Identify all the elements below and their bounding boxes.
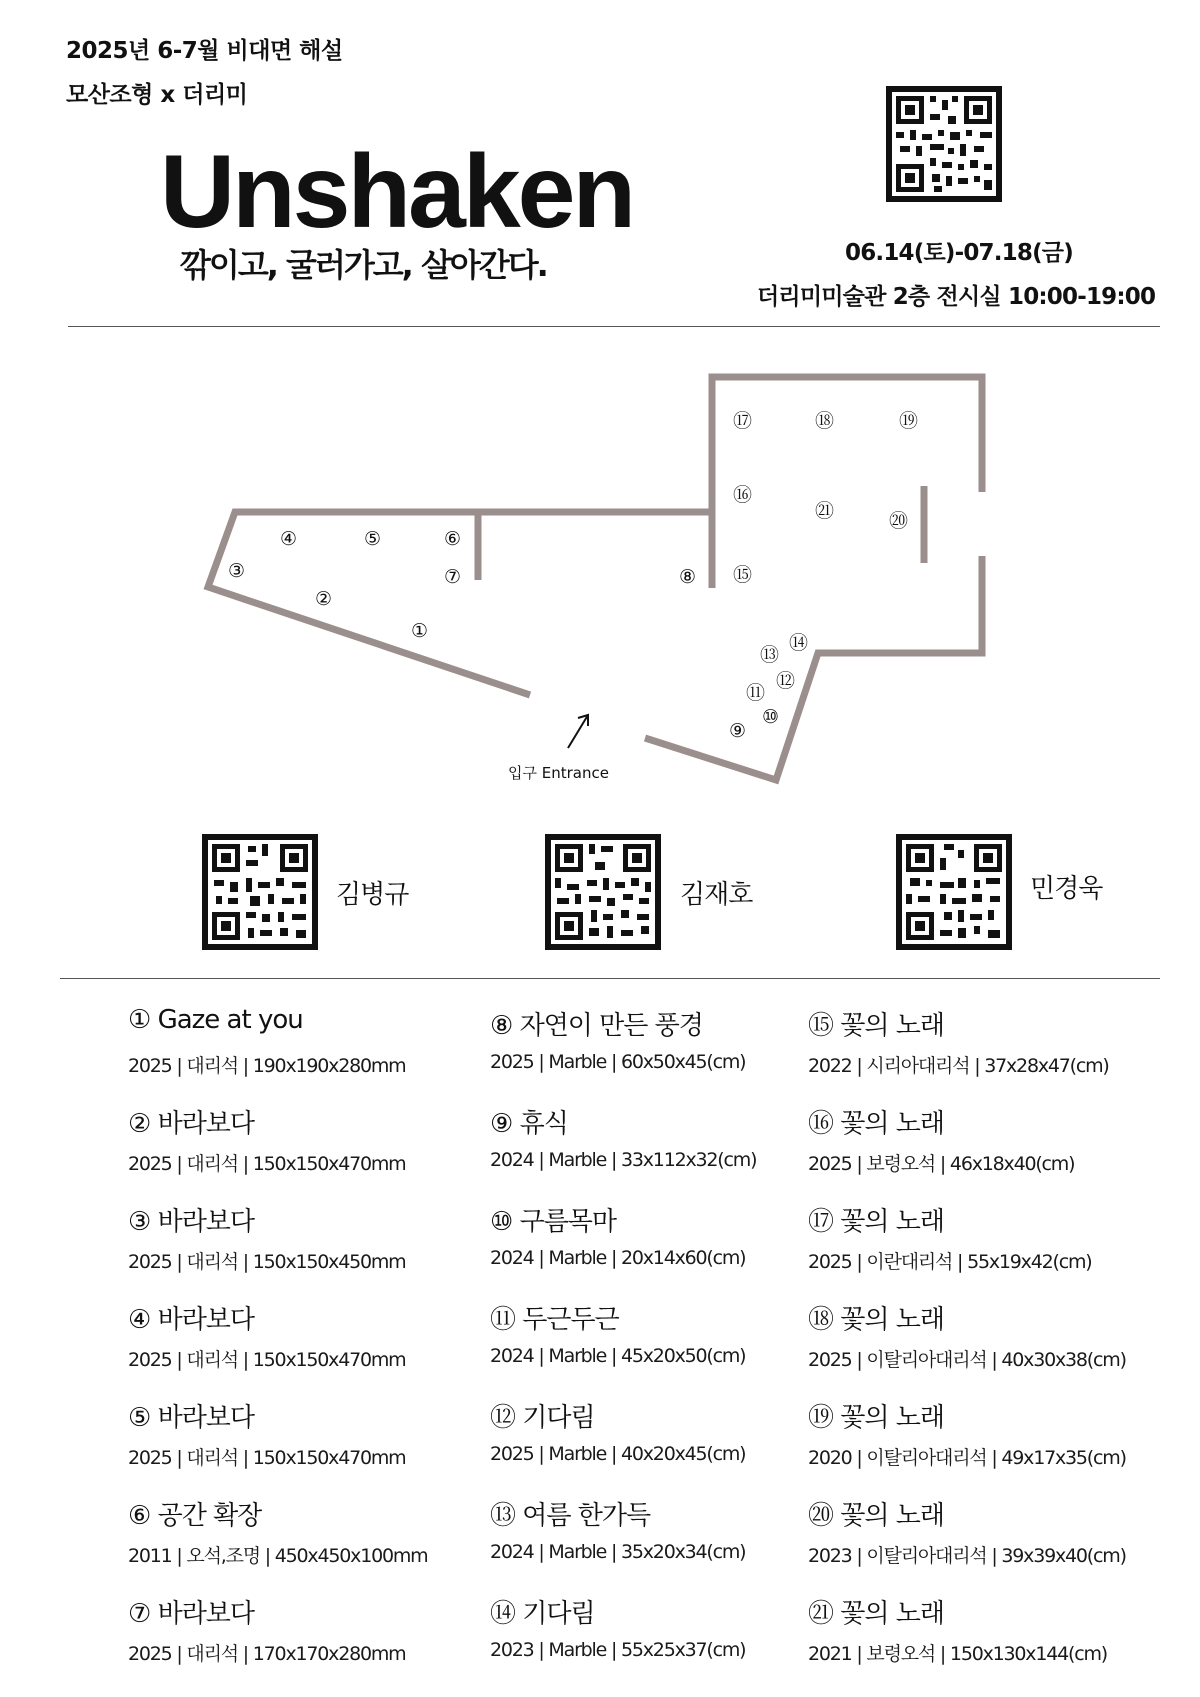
work-meta: 2025 | Marble | 60x50x45(cm)	[490, 1051, 746, 1073]
section-divider	[60, 978, 1160, 979]
work-meta: 2024 | Marble | 45x20x50(cm)	[490, 1345, 746, 1367]
work-meta: 2025 | 이탈리아대리석 | 40x30x38(cm)	[808, 1349, 1126, 1371]
floor-plan	[0, 340, 1200, 800]
work-title: ⑭ 기다림	[490, 1599, 595, 1629]
artist-name-2: 김재호	[680, 880, 753, 910]
header-line-1: 2025년 6-7월 비대면 해설	[66, 38, 343, 64]
marker-7: ⑦	[444, 566, 462, 588]
header-line-2: 모산조형 x 더리미	[66, 82, 248, 108]
entrance-arrow-icon	[568, 715, 588, 748]
work-title: ⑧ 자연이 만든 풍경	[490, 1011, 703, 1041]
work-meta: 2025 | 대리석 | 150x150x470mm	[128, 1447, 406, 1469]
work-title: ⑬ 여름 한가득	[490, 1501, 651, 1531]
exhibition-title: Unshaken	[160, 134, 634, 250]
qr-code-icon	[896, 834, 1012, 950]
work-title: ③ 바라보다	[128, 1207, 255, 1237]
artist-qr-kim-jaeho[interactable]	[545, 834, 661, 950]
work-title: ⑤ 바라보다	[128, 1403, 255, 1433]
work-title: ② 바라보다	[128, 1109, 255, 1139]
artist-qr-kim-byeonggyu[interactable]	[202, 834, 318, 950]
marker-6: ⑥	[444, 528, 462, 550]
work-meta: 2025 | 대리석 | 170x170x280mm	[128, 1643, 406, 1665]
work-meta: 2025 | 대리석 | 150x150x470mm	[128, 1153, 406, 1175]
marker-14: ⑭	[789, 632, 809, 654]
qr-code-icon	[886, 86, 1002, 202]
artist-name-3: 민경욱	[1030, 874, 1103, 904]
artist-name-1: 김병규	[336, 880, 409, 910]
work-meta: 2025 | 대리석 | 190x190x280mm	[128, 1055, 406, 1077]
work-title: ⑲ 꽃의 노래	[808, 1403, 944, 1433]
qr-code-icon	[202, 834, 318, 950]
work-title: ④ 바라보다	[128, 1305, 255, 1335]
work-meta: 2024 | Marble | 35x20x34(cm)	[490, 1541, 746, 1563]
work-title: ㉑ 꽃의 노래	[808, 1599, 944, 1629]
marker-21: ㉑	[815, 500, 835, 522]
exhibition-qr-code-icon[interactable]	[886, 86, 1002, 202]
work-meta: 2023 | 이탈리아대리석 | 39x39x40(cm)	[808, 1545, 1126, 1567]
work-title: ⑳ 꽃의 노래	[808, 1501, 944, 1531]
marker-19: ⑲	[899, 410, 919, 432]
work-meta: 2025 | 보령오석 | 46x18x40(cm)	[808, 1153, 1075, 1175]
marker-13: ⑬	[760, 644, 780, 666]
marker-4: ④	[280, 528, 298, 550]
work-title: ⑨ 휴식	[490, 1109, 568, 1139]
work-title: ⑩ 구름목마	[490, 1207, 617, 1237]
marker-8: ⑧	[679, 566, 697, 588]
entrance-label: 입구 Entrance	[508, 764, 609, 782]
work-meta: 2023 | Marble | 55x25x37(cm)	[490, 1639, 746, 1661]
work-title: ① Gaze at you	[128, 1005, 303, 1035]
work-title: ⑱ 꽃의 노래	[808, 1305, 944, 1335]
header-divider	[68, 326, 1160, 327]
marker-17: ⑰	[733, 410, 753, 432]
work-title: ⑮ 꽃의 노래	[808, 1011, 944, 1041]
work-meta: 2025 | 이란대리석 | 55x19x42(cm)	[808, 1251, 1092, 1273]
work-meta: 2024 | Marble | 33x112x32(cm)	[490, 1149, 757, 1171]
floor-plan-svg	[0, 340, 1200, 800]
work-title: ⑦ 바라보다	[128, 1599, 255, 1629]
work-meta: 2024 | Marble | 20x14x60(cm)	[490, 1247, 746, 1269]
work-meta: 2021 | 보령오석 | 150x130x144(cm)	[808, 1643, 1107, 1665]
work-meta: 2025 | 대리석 | 150x150x450mm	[128, 1251, 406, 1273]
marker-3: ③	[228, 560, 246, 582]
work-meta: 2011 | 오석,조명 | 450x450x100mm	[128, 1545, 428, 1567]
marker-2: ②	[315, 588, 333, 610]
work-meta: 2025 | Marble | 40x20x45(cm)	[490, 1443, 746, 1465]
work-title: ⑯ 꽃의 노래	[808, 1109, 944, 1139]
work-meta: 2022 | 시리아대리석 | 37x28x47(cm)	[808, 1055, 1109, 1077]
work-title: ⑫ 기다림	[490, 1403, 595, 1433]
wall-right-room-top	[712, 377, 982, 588]
marker-20: ⑳	[889, 510, 909, 532]
marker-1: ①	[411, 620, 429, 642]
marker-15: ⑮	[733, 564, 753, 586]
marker-16: ⑯	[733, 484, 753, 506]
marker-18: ⑱	[815, 410, 835, 432]
work-meta: 2020 | 이탈리아대리석 | 49x17x35(cm)	[808, 1447, 1126, 1469]
work-title: ⑪ 두근두근	[490, 1305, 619, 1335]
marker-9: ⑨	[729, 720, 747, 742]
work-title: ⑰ 꽃의 노래	[808, 1207, 944, 1237]
marker-5: ⑤	[364, 528, 382, 550]
marker-12: ⑫	[776, 670, 796, 692]
qr-code-icon	[545, 834, 661, 950]
exhibition-venue-hours: 더리미미술관 2층 전시실 10:00-19:00	[757, 284, 1156, 310]
work-title: ⑥ 공간 확장	[128, 1501, 262, 1531]
exhibition-dates: 06.14(토)-07.18(금)	[845, 240, 1073, 266]
marker-10: ⑩	[762, 706, 780, 728]
work-meta: 2025 | 대리석 | 150x150x470mm	[128, 1349, 406, 1371]
artist-qr-min-gyeonguk[interactable]	[896, 834, 1012, 950]
marker-11: ⑪	[746, 682, 766, 704]
exhibition-subtitle: 깎이고, 굴러가고, 살아간다.	[180, 246, 547, 284]
wall-right-room-bottom	[645, 556, 982, 780]
